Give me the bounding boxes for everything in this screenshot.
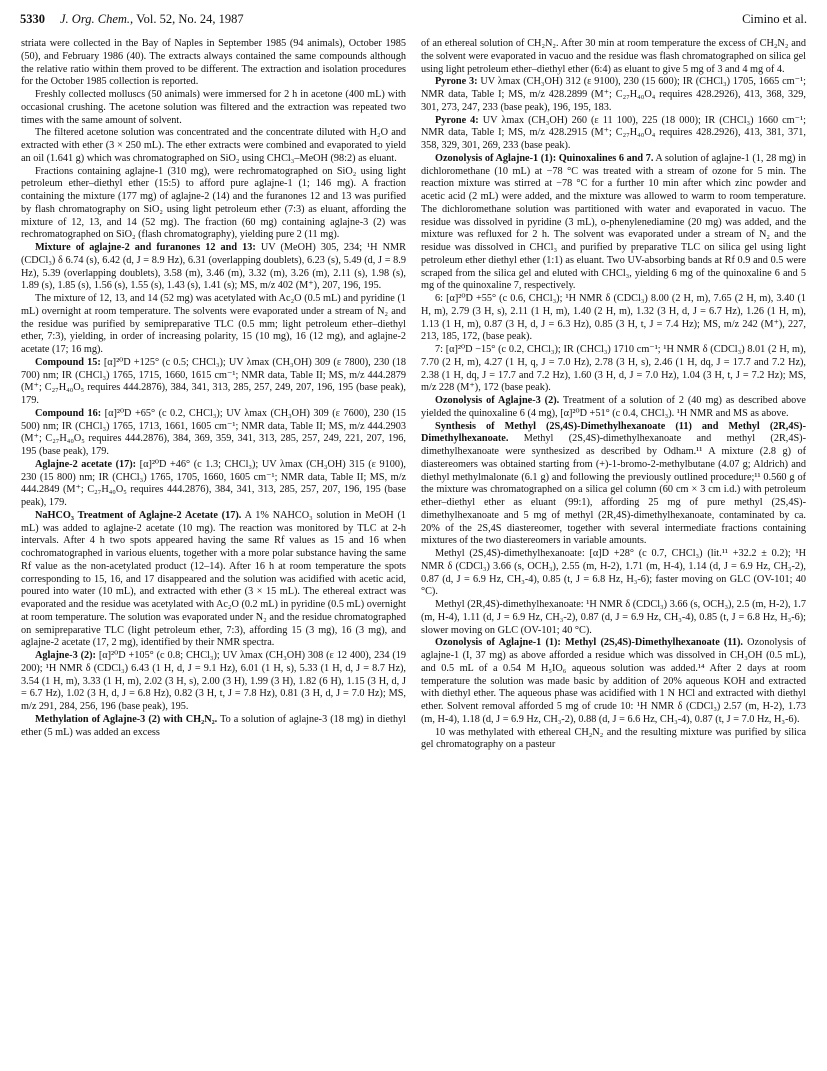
paragraph-text: [α]²⁰D +65° (c 0.2, CHCl₃); UV λmax (CH₃OH) 309 (ε 7600), 230 (15 500) nm; IR (CHCl₃) 1765, 1713, 1661, 1605 cm⁻¹; NMR data, Table II; MS, m/z 444.2903 (M⁺; C₂₇H₄₀O₅ requires 444.2876), 384, 369, 359, 341, 313, 285, 257, 249, 221, 207, 196, 195 (base peak), 179. xyxy=(21,407,407,457)
paragraph xyxy=(421,395,806,421)
paragraph-text: The mixture of 12, 13, and 14 (52 mg) was acetylated with Ac₂O (0.5 mL) and pyridine (1 mL) overnight at room temperature. The solvents were evaporated under a stream of N₂ and the residue was purified by semipreparative TLC (0.5 mm; light petroleum ether–diethyl ether, 7:3), yielding, in order of increasing polarity, 15 (10 mg), 16 (12 mg), and aglajne-2 acetate (17; 16 mg). xyxy=(21,293,406,355)
paragraph xyxy=(21,357,406,408)
paragraph-text: Methyl (2S,4S)-dimethylhexanoate: [α]D +28° (c 0.7, CHCl₃) (lit.¹¹ +32.2 ± 0.2); ¹H NMR δ (CDCl₃) 3.66 (s, OCH₃), 2.55 (m, H-2), 1.71 (m, H-4), 1.14 (d, J = 6.9 Hz, CH₃-2), 0.87 (d, J = 6.9 Hz, CH₃-4), 0.85 (t, J = 6.8 Hz, H₃-6); faster moving on GLC (OV-101; 40 °C). xyxy=(421,548,806,598)
paragraph xyxy=(21,510,406,650)
paragraph-text: Treatment of a solution of 2 (40 mg) as described above yielded the quinoxaline 6 (4 mg), [α]²⁰D +51° (c 0.4, CHCl₃). ¹H NMR and MS as above. xyxy=(421,395,806,419)
paragraph-text: To a solution of aglajne-3 (18 mg) in diethyl ether (5 mL) was added an excess xyxy=(21,713,406,738)
paragraph-text: Methyl (2R,4S)-dimethylhexanoate: ¹H NMR δ (CDCl₃) 3.66 (s, OCH₃), 2.5 (m, H-2), 1.7 (m, H-4), 1.11 (d, J = 6.9 Hz, CH₃-2), 0.87 (d, J = 6.9 Hz, CH₃-4), 0.85 (t, J = 6.8 Hz, H₃-6); slower moving on GLC (OV-101; 40 °C). xyxy=(421,599,806,636)
paragraph-text: Ozonolysis of aglajne-1 (I, 37 mg) as above afforded a residue which was dissolved in CH₃OH (0.5 mL), and 0.5 mL of a 0.54 M H₅IO₆ aqueous solution was added.¹⁴ After 2 days at room temperature the solution was made basic by addition of 20% aqueous KOH and extracted with diethyl ether. The aqueous phase was acidified with 1 N HCl and extracted with diethyl ether. Solvent removal afforded 5 mg of crude 10: ¹H NMR δ (CDCl₃) 2.57 (m, H-2), 1.73 (m, H-4), 1.18 (d, J = 6.9 Hz, CH₃-2), 0.88 (d, J = 6.6 Hz, CH₃-4), 0.87 (t, J = 7.0 Hz, H₃-6). xyxy=(421,637,806,725)
paragraph xyxy=(421,421,806,549)
paragraph-text: A solution of aglajne-1 (1, 28 mg) in dichloromethane (10 mL) at −78 °C was treated with a stream of ozone for 5 min. The reaction mixture was stirred at −78 °C for a further 10 min after which zinc powder and acetic acid (2 mL) were added, and the mixture was allowed to warm to room temperature. The dichloromethane solution was partitioned with water and evaporated in vacuo. The residue was dissolved in pyridine (3 mL), o-phenylenediamine (20 mg) was added, and the mixture was refluxed for 2 h. The solvent was evaporated under a stream of N₂ and the residue was dissolved in CHCl₃ and purified by preparative TLC on silica gel using light petroleum ether diethyl ether (1:1) as eluant. Two UV-absorbing bands at Rf 0.9 and 0.5 were scraped from the silica gel and eluted with CHCl₃, yielding 6 mg of the quinoxaline 6 and 5 mg of the quinoxaline 7, respectively. xyxy=(421,152,806,292)
paragraph-heading: Aglajne-2 acetate (17): xyxy=(35,458,137,470)
paragraph xyxy=(21,127,406,165)
paragraph xyxy=(421,115,806,153)
paragraph xyxy=(21,242,406,293)
paragraph-heading: Aglajne-3 (2): xyxy=(35,650,96,661)
paragraph-heading: NaHCO₃ Treatment of Aglajne-2 Acetate (17). xyxy=(35,509,242,521)
paragraph xyxy=(21,714,406,740)
paragraph-heading: Pyrone 4: xyxy=(435,114,479,126)
paragraph-text: The filtered acetone solution was concentrated and the concentrate diluted with H₂O and extracted with ether (3 × 250 mL). The ether extracts were combined and evaporated to yield an oil (1.641 g) which was chromatographed on SiO₂ using CHCl₃–MeOH (98:2) as eluant. xyxy=(21,127,406,164)
paragraph xyxy=(421,153,806,293)
paragraph xyxy=(421,599,806,637)
paragraph-text: UV λmax (CH₃OH) 260 (ε 11 100), 225 (18 000); IR (CHCl₃) 1660 cm⁻¹; NMR data, Table I; MS, m/z 428.2915 (M⁺; C₂₇H₄₀O₄ requires 428.2926), 413, 381, 371, 358, 329, 301, 269, 233 (base peak). xyxy=(421,114,806,151)
paragraph xyxy=(421,344,806,395)
paragraph-heading: Ozonolysis of Aglajne-3 (2). xyxy=(435,395,560,406)
paragraph-text: Fractions containing aglajne-1 (310 mg), were rechromatographed on SiO₂ using light petroleum ether–diethyl ether (15:5) to afford pure aglajne-1 (1; 146 mg). A fraction containing the mixture (177 mg) of aglajne-2 (14) and the furanones 12 and 13 was purified by flash chromatography on SiO₂ using light petroleum ether (7:3) as eluant, affording the mixture of 12, 13, and 14 (52 mg). The fraction (60 mg) containing aglajne-3 (2) was rechromatographed on SiO₂ (flash chromatography), yielding pure 2 (11 mg). xyxy=(21,165,406,241)
paragraph xyxy=(21,650,406,714)
journal-citation xyxy=(60,12,244,27)
paragraph-heading: Compound 16: xyxy=(35,407,102,419)
paragraph-heading: Pyrone 3: xyxy=(435,76,478,88)
left-column xyxy=(21,38,406,739)
paragraph-text: [α]²⁰D +125° (c 0.5; CHCl₃); UV λmax (CH₃OH) 309 (ε 7800), 230 (18 700) nm; IR (CHCl₃) 1765, 1715, 1660, 1615 cm⁻¹; NMR data, Table II; MS, m/z 444.2879 (M⁺; C₂₇H₄₀O₅ requires 444.2876), 384, 341, 313, 285, 257, 249, 207, 196, 195 (base peak), 179. xyxy=(21,356,406,406)
paragraph xyxy=(421,293,806,344)
right-column xyxy=(421,38,806,752)
paragraph-heading: Mixture of aglajne-2 and furanones 12 and 13: xyxy=(35,242,256,253)
paragraph-text: 7: [α]²⁰D −15° (c 0.2, CHCl₃); IR (CHCl₃) 1710 cm⁻¹; ¹H NMR δ (CDCl₃) 8.01 (2 H, m), 7.70 (2 H, m), 4.27 (1 H, q, J = 7.0 Hz), 2.78 (3 H, s), 2.46 (1 H, dq, J = 17.7 and 7.2 Hz), 2.38 (1 H, dq, J = 17.7 and 7.2 Hz), 1.60 (3 H, d, J = 7.0 Hz), 1.04 (3 H, t, J = 7.2 Hz); MS, m/z 228 (M⁺), 172 (base peak). xyxy=(421,344,806,394)
journal-name: J. Org. Chem., xyxy=(60,12,134,26)
paragraph-heading: Ozonolysis of Aglajne-1 (1): Quinoxalines 6 and 7. xyxy=(435,152,654,164)
journal-volume: Vol. 52, No. 24, 1987 xyxy=(136,12,244,26)
paragraph-text: striata were collected in the Bay of Naples in September 1985 (94 animals), October 1985 (50), and February 1986 (40). The extracts always contained the same compounds although the relative ratio within them proved to be different. The extraction and isolation procedures for the October 1985 collection is reported. xyxy=(21,38,406,88)
page-header xyxy=(20,12,807,32)
paragraph-text: [α]²⁰D +105° (c 0.8; CHCl₃); UV λmax (CH₃OH) 308 (ε 12 400), 234 (19 200); ¹H NMR δ (CDCl₃) 6.43 (1 H, d, J = 9.1 Hz), 6.01 (1 H, s), 5.33 (1 H, d, J = 8.7 Hz), 3.54 (1 H, m), 3.33 (1 H, m), 2.02 (3 H, s), 2.00 (3 H), 1.99 (3 H), 1.82 (6 H), 1.15 (3 H, d, J = 6.7 Hz), 1.02 (3 H, d, J = 6.8 Hz), 0.82 (3 H, t, J = 7.8 Hz), 0.81 (3 H, d, J = 7.0 Hz); MS, m/z 291, 284, 256, 196 (base peak), 195. xyxy=(21,650,406,712)
paragraph-heading: Compound 15: xyxy=(35,356,101,368)
paragraph-text: A 1% NAHCO₃ solution in MeOH (1 mL) was added to aglajne-2 acetate (10 mg). The reaction was monitored by TLC at 2-h intervals. After 4 h two spots appeared having the same Rf values as 15 and 16 when cochromatographed in various eluents, together with a more polar substance having the same Rf value as the non-acetylated product (12–14). After 16 h at room temperature the spots corresponding to 15, 16, and 17 disappeared and the solution was acidified with acetic acid, poured into water (10 mL), and extracted with ether (3 × 15 mL). The ethereal extract was evaporated and the residue was acetylated with Ac₂O (0.2 mL) in pyridine (0.5 mL) overnight at room temperature. The solution was evaporated under N₂ and the residue chromatographed on semipreparative TLC (light petroleum ether, 7:3), affording 15 (3 mg), 16 (3 mg), and aglajne-2 acetate (17, 2 mg), identified by their NMR spectra. xyxy=(21,509,406,649)
paragraph-text: UV λmax (CH₃OH) 312 (ε 9100), 230 (15 600); IR (CHCl₃) 1705, 1665 cm⁻¹; NMR data, Table I; MS, m/z 428.2899 (M⁺; C₂₇H₄₀O₄ requires 428.2926), 413, 368, 329, 301, 273, 247, 233 (base peak), 196, 195, 183. xyxy=(421,76,806,113)
paragraph-text: UV (MeOH) 305, 234; ¹H NMR (CDCl₃) δ 6.74 (s), 6.42 (d, J = 8.9 Hz), 6.31 (overlapping doublets), 6.23 (s), 5.49 (d, J = 8.9 Hz), 5.39 (overlapping doublets), 3.58 (m), 3.46 (m), 3.32 (m), 3.26 (m), 2.11 (s), 1.98 (s), 1.89 (s), 1.85 (s), 1.56 (s), 1.55 (s), 1.43 (s), 1.41 (s); MS, m/z 402 (M⁺), 207, 196, 195. xyxy=(21,242,406,292)
paragraph-heading: Ozonolysis of Aglajne-1 (1): Methyl (2S,4S)-Dimethylhexanoate (11). xyxy=(435,637,743,649)
paragraph xyxy=(21,459,406,510)
paragraph xyxy=(21,408,406,459)
paragraph xyxy=(421,727,806,753)
paragraph-text: 10 was methylated with ethereal CH₂N₂ and the resulting mixture was purified by silica gel chromatography on a pasteur xyxy=(421,726,806,751)
paragraph-text: 6: [α]²⁰D +55° (c 0.6, CHCl₃); ¹H NMR δ (CDCl₃) 8.00 (2 H, m), 7.65 (2 H, m), 3.40 (1 H, m), 2.79 (3 H, s), 2.11 (1 H, m), 1.40 (2 H, m), 1.32 (3 H, d, J = 6.7 Hz), 1.26 (1 H, m), 1.13 (1 H, m), 0.87 (3 H, d, J = 6.3 Hz), 0.85 (3 H, t, J = 7.4 Hz); MS, m/z 242 (M⁺), 227, 213, 185, 172, (base peak). xyxy=(421,293,806,343)
paragraph-text: of an ethereal solution of CH₂N₂. After 30 min at room temperature the excess of CH₂N₂ and the solvent were evaporated in vacuo and the residue was flash chromatographed on silica gel using light petroleum ether–diethyl ether (6:4) as eluant to give 5 mg of 3 and 4 mg of 4. xyxy=(421,38,806,75)
paragraph xyxy=(421,548,806,599)
paragraph xyxy=(421,38,806,76)
page-number: 5330 xyxy=(20,12,45,26)
paragraph-heading: Synthesis of Methyl (2S,4S)-Dimethylhexanoate (11) and Methyl (2R,4S)-Dimethylhexanoate. xyxy=(421,420,806,445)
paragraph-text: Methyl (2S,4S)-dimethylhexanoate and methyl (2R,4S)-dimethylhexanoate were synthesized as described by Odham.¹¹ A mixture (2.8 g) of diastereomers was obtained starting from (+)-1-bromo-2-methylbutane (4.07 g; Aldrich) and diethyl methylmalonate (6.1 g) and following the previously outlined procedure;¹¹ 0.560 g of the mixture was chromatographed on a silica gel column (60 cm × 3 cm i.d.) with petroleum ether–diethyl ether as eluant (99:1), affording 25 mg of pure methyl (2S,4S)-dimethylhexanoate and 5 mg of methyl (2R,4S)-dimethylhexanoate, contaminated by ca. 20% of the 2S,4S diastereomer, together with several intermediate fractions containing mixtures of the two diastereomers in variable amounts. xyxy=(421,433,806,547)
paragraph xyxy=(21,293,406,357)
paragraph xyxy=(21,38,406,89)
running-author: Cimino et al. xyxy=(742,12,807,26)
paragraph xyxy=(21,89,406,127)
paragraph xyxy=(421,637,806,726)
paragraph xyxy=(21,166,406,243)
paragraph-heading: Methylation of Aglajne-3 (2) with CH₂N₂. xyxy=(35,713,218,725)
paragraph xyxy=(421,76,806,114)
paragraph-text: [α]²⁰D +46° (c 1.3; CHCl₃); UV λmax (CH₃OH) 315 (ε 9100), 230 (15 800) nm; IR (CHCl₃) 1765, 1705, 1660, 1605 cm⁻¹; NMR data, Table II; MS, m/z 444.2849 (M⁺; C₂₇H₄₀O₅ requires 444.2876), 384, 341, 313, 285, 257, 207, 196, 195 (base peak), 179. xyxy=(21,458,406,508)
paragraph-text: Freshly collected molluscs (50 animals) were immersed for 2 h in acetone (400 mL) with occasional crushing. The acetone solution was filtered and the extraction was repeated two times with the same amount of solvent. xyxy=(21,89,406,126)
